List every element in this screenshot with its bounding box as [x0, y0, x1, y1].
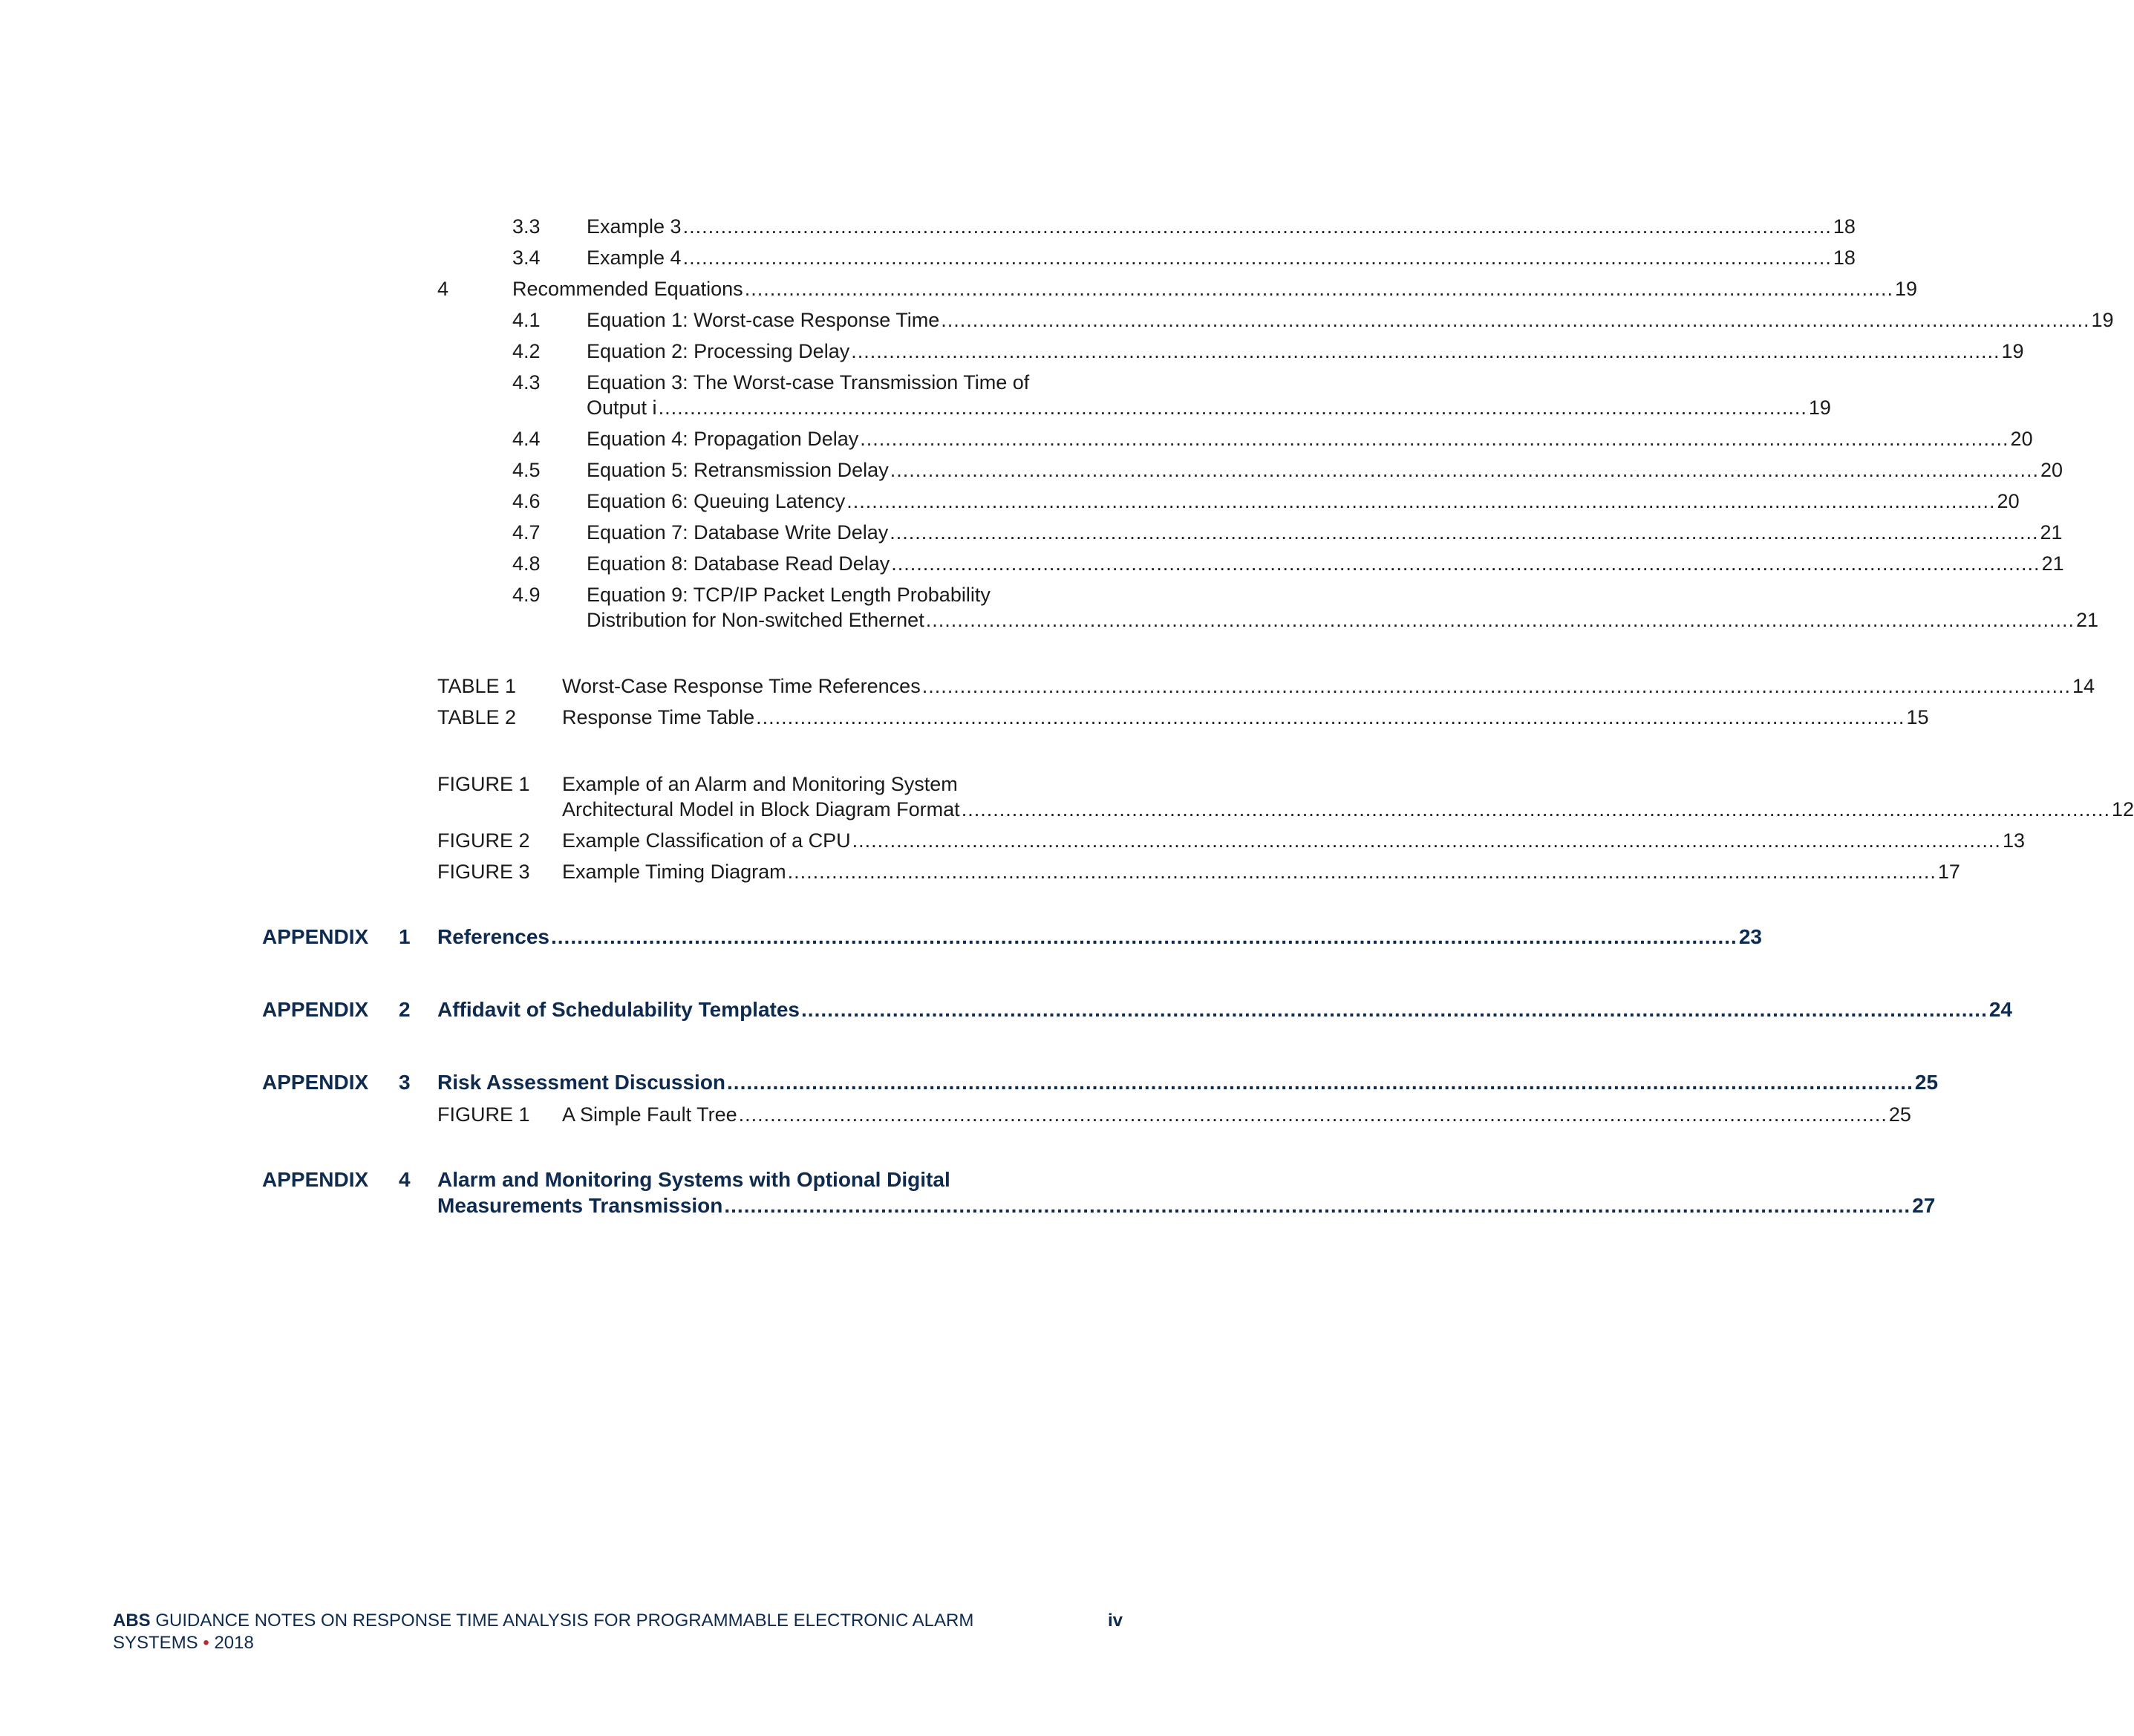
toc-entry-page: 19 — [1894, 278, 1918, 300]
toc-entry-page: 18 — [1833, 215, 1856, 238]
leader-dots: ...................................................................................................................................................................................... — [658, 397, 1807, 419]
appendix-title-line2: Measurements Transmission — [437, 1194, 723, 1217]
toc-entry-number: 4.7 — [512, 521, 541, 544]
leader-dots: ...................................................................................................................................................................................... — [925, 609, 2075, 631]
appendix-label: APPENDIX — [262, 998, 369, 1021]
leader-dots: ...................................................................................................................................................................................... — [961, 798, 2110, 820]
page-footer — [113, 1610, 1123, 1654]
table-label: TABLE 2 — [437, 706, 517, 728]
leader-dots: ...................................................................................................................................................................................... — [921, 675, 2071, 697]
leader-dots: ...................................................................................................................................................................................... — [846, 490, 1996, 512]
leader-dots: ...................................................................................................................................................................................... — [727, 1071, 1913, 1094]
leader-dots: ...................................................................................................................................................................................... — [787, 861, 1936, 883]
toc-entry-number: 4.5 — [512, 459, 541, 481]
toc-entry-number: 4.4 — [512, 428, 541, 450]
leader-dots: ...................................................................................................................................................................................... — [550, 925, 1737, 948]
figure-page: 25 — [1888, 1103, 1911, 1126]
toc-entry-number: 4.3 — [512, 371, 541, 394]
appendix-number: 4 — [399, 1168, 411, 1191]
appendix-number: 2 — [399, 998, 411, 1021]
page-number: iv — [1107, 1611, 1123, 1631]
toc-entry-number: 4.2 — [512, 340, 541, 362]
toc-entry-page: 19 — [2001, 340, 2024, 362]
footer-bullet: • — [203, 1633, 209, 1653]
toc-entry-title: Equation 1: Worst-case Response Time — [587, 309, 940, 331]
leader-dots: ...................................................................................................................................................................................... — [756, 706, 1905, 728]
toc-entry-title-line2: Distribution for Non-switched Ethernet — [587, 609, 924, 631]
table-title: Response Time Table — [562, 706, 755, 728]
figure-page: 13 — [2002, 829, 2025, 852]
footer-title: GUIDANCE NOTES ON RESPONSE TIME ANALYSIS FOR PROGRAMMABLE ELECTRONIC ALARM — [155, 1611, 974, 1631]
figure-label: FIGURE 1 — [437, 1103, 530, 1126]
toc-entry-page: 20 — [2040, 459, 2063, 481]
footer-line1 — [113, 1610, 1123, 1632]
toc-entry-page: 19 — [2091, 309, 2114, 331]
leader-dots: ...................................................................................................................................................................................... — [682, 215, 1832, 238]
figure-title-line2: Architectural Model in Block Diagram Format — [562, 798, 960, 820]
figure-label: FIGURE 2 — [437, 829, 530, 852]
toc-entry-title-line2: Output i — [587, 397, 657, 419]
leader-dots: ...................................................................................................................................................................................... — [851, 340, 2000, 362]
figure-label: FIGURE 1 — [437, 773, 530, 795]
leader-dots: ...................................................................................................................................................................................... — [890, 459, 2039, 481]
appendix-label: APPENDIX — [262, 1168, 369, 1191]
figure-label: FIGURE 3 — [437, 861, 530, 883]
appendix-label: APPENDIX — [262, 1071, 369, 1094]
footer-title-continued: SYSTEMS — [113, 1633, 198, 1653]
footer-brand: ABS — [113, 1611, 151, 1631]
appendix-title: Affidavit of Schedulability Templates — [437, 998, 800, 1021]
leader-dots: ...................................................................................................................................................................................... — [724, 1194, 1911, 1217]
toc-entry-title: Example 3 — [587, 215, 682, 238]
toc-entry-title: Equation 6: Queuing Latency — [587, 490, 846, 512]
figure-title-line1: Example of an Alarm and Monitoring System — [562, 773, 958, 795]
figure-title: A Simple Fault Tree — [562, 1103, 737, 1126]
appendix-page: 23 — [1738, 925, 1762, 948]
leader-dots: ...................................................................................................................................................................................... — [860, 428, 2009, 450]
footer-line2 — [113, 1632, 1123, 1654]
leader-dots: ...................................................................................................................................................................................... — [738, 1103, 1887, 1126]
toc-entry-title: Equation 8: Database Read Delay — [587, 552, 890, 575]
appendix-title-line1: Alarm and Monitoring Systems with Optional Digital — [437, 1168, 950, 1191]
table-page: 15 — [1906, 706, 1929, 728]
toc-entry-title-line1: Equation 3: The Worst-case Transmission Time of — [587, 371, 1030, 394]
toc-entry-number: 4 — [437, 278, 449, 300]
leader-dots: ...................................................................................................................................................................................... — [891, 552, 2040, 575]
toc-entry-title-line1: Equation 9: TCP/IP Packet Length Probability — [587, 584, 991, 606]
appendix-page: 24 — [1988, 998, 2013, 1021]
leader-dots: ...................................................................................................................................................................................... — [801, 998, 1988, 1021]
toc-entry-number: 4.1 — [512, 309, 541, 331]
appendix-label: APPENDIX — [262, 925, 369, 948]
toc-entry-page: 21 — [2041, 552, 2064, 575]
figure-title: Example Classification of a CPU — [562, 829, 851, 852]
figure-page: 17 — [1937, 861, 1960, 883]
appendix-number: 3 — [399, 1071, 411, 1094]
toc-entry-number: 3.3 — [512, 215, 541, 238]
leader-dots: ...................................................................................................................................................................................... — [682, 247, 1832, 269]
toc-entry-page: 20 — [1997, 490, 2020, 512]
figure-page: 12 — [2111, 798, 2134, 820]
leader-dots: ...................................................................................................................................................................................... — [852, 829, 2001, 852]
leader-dots: ...................................................................................................................................................................................... — [744, 278, 1893, 300]
appendix-title: References — [437, 925, 549, 948]
toc-entry-number: 4.6 — [512, 490, 541, 512]
appendix-title: Risk Assessment Discussion — [437, 1071, 726, 1094]
figure-title: Example Timing Diagram — [562, 861, 786, 883]
toc-entry-number: 4.8 — [512, 552, 541, 575]
table-page: 14 — [2072, 675, 2095, 697]
toc-entry-page: 19 — [1808, 397, 1831, 419]
toc-entry-page: 18 — [1833, 247, 1856, 269]
table-label: TABLE 1 — [437, 675, 517, 697]
toc-entry-page: 20 — [2010, 428, 2033, 450]
footer-year: 2018 — [214, 1633, 254, 1653]
toc-entry-title: Equation 5: Retransmission Delay — [587, 459, 889, 481]
toc-entry-page: 21 — [2075, 609, 2099, 631]
leader-dots: ...................................................................................................................................................................................... — [890, 521, 2039, 544]
toc-entry-number: 3.4 — [512, 247, 541, 269]
toc-entry-title: Example 4 — [587, 247, 682, 269]
toc-entry-page: 21 — [2040, 521, 2063, 544]
toc-entry-number: 4.9 — [512, 584, 541, 606]
toc-entry-title: Equation 7: Database Write Delay — [587, 521, 889, 544]
toc-entry-title: Equation 2: Processing Delay — [587, 340, 850, 362]
toc-entry-title: Recommended Equations — [512, 278, 743, 300]
leader-dots: ...................................................................................................................................................................................... — [941, 309, 2090, 331]
appendix-page: 27 — [1912, 1194, 1936, 1217]
toc-entry-title: Equation 4: Propagation Delay — [587, 428, 859, 450]
appendix-number: 1 — [399, 925, 411, 948]
appendix-page: 25 — [1914, 1071, 1939, 1094]
table-title: Worst-Case Response Time References — [562, 675, 921, 697]
